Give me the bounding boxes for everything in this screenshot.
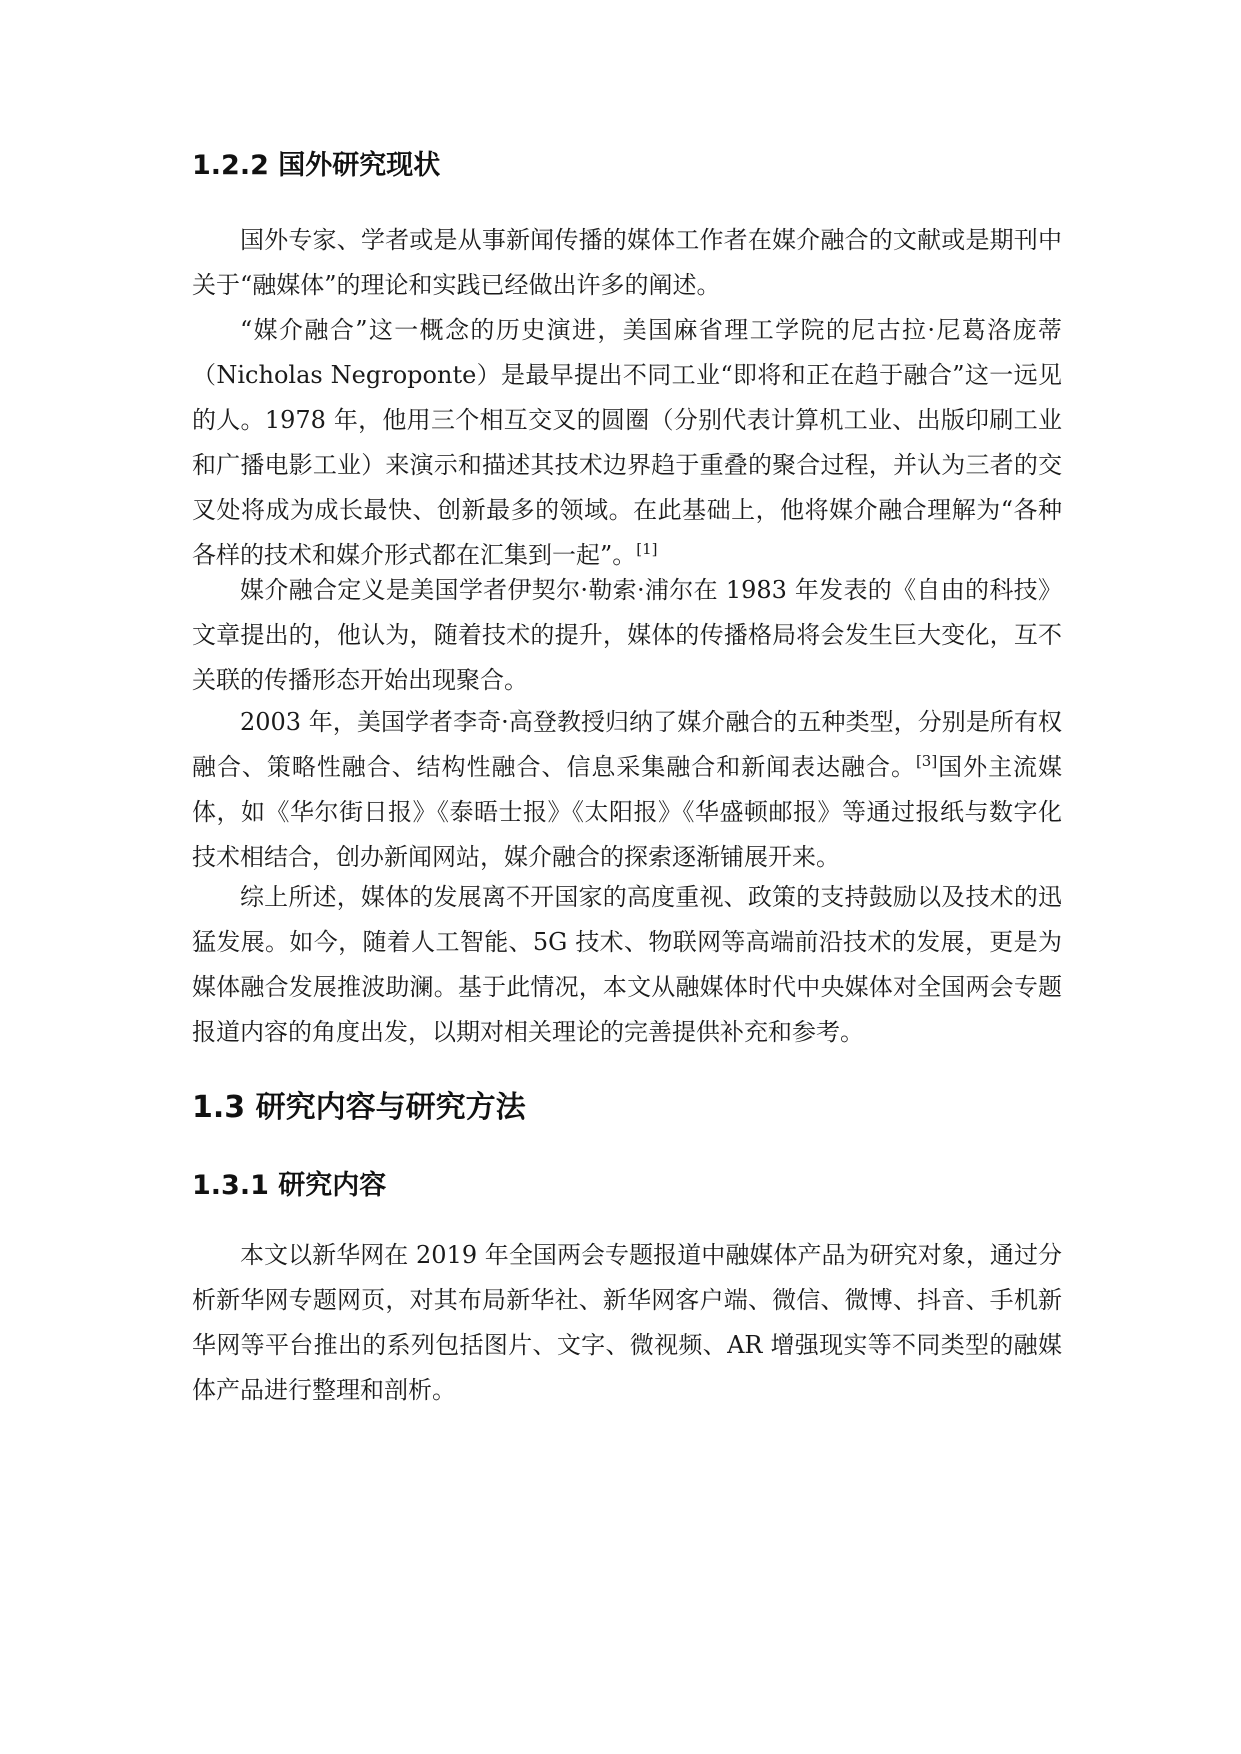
citation-1: [1]: [636, 540, 658, 558]
paragraph-4-text-before: 2003 年，美国学者李奇·高登教授归纳了媒介融合的五种类型，分别是所有权融合、策略性融合、结构性融合、信息采集融合和新闻表达融合。: [192, 708, 1062, 781]
section-heading-1-3: 1.3 研究内容与研究方法: [192, 1090, 526, 1125]
paragraph-2: [192, 308, 1062, 578]
section-heading-1-3-1: 1.3.1 研究内容: [192, 1170, 387, 1201]
paragraph-5: 综上所述，媒体的发展离不开国家的高度重视、政策的支持鼓励以及技术的迅猛发展。如今，随着人工智能、5G 技术、物联网等高端前沿技术的发展，更是为媒体融合发展推波助澜。基于此情况，本文从融媒体时代中央媒体对全国两会专题报道内容的角度出发，以期对相关理论的完善提供补充和参考。: [192, 883, 1062, 1046]
paragraph-2-text: “媒介融合”这一概念的历史演进，美国麻省理工学院的尼古拉·尼葛洛庞蒂（Nicholas Negroponte）是最早提出不同工业“即将和正在趋于融合”这一远见的人。1978 年，他用三个相互交叉的圆圈（分别代表计算机工业、出版印刷工业和广播电影工业）来演示和描述其技术边界趋于重叠的聚合过程，并认为三者的交叉处将成为成长最快、创新最多的领域。在此基础上，他将媒介融合理解为“各种各样的技术和媒介形式都在汇集到一起”。: [192, 316, 1062, 569]
paragraph-6: 本文以新华网在 2019 年全国两会专题报道中融媒体产品为研究对象，通过分析新华网专题网页，对其布局新华社、新华网客户端、微信、微博、抖音、手机新华网等平台推出的系列包括图片、文字、微视频、AR 增强现实等不同类型的融媒体产品进行整理和剖析。: [192, 1241, 1062, 1404]
paragraph-1: 国外专家、学者或是从事新闻传播的媒体工作者在媒介融合的文献或是期刊中关于“融媒体”的理论和实践已经做出许多的阐述。: [192, 226, 1062, 299]
paragraph-4-text-after: 国外主流媒体，如《华尔街日报》《泰晤士报》《太阳报》《华盛顿邮报》等通过报纸与数字化技术相结合，创办新闻网站，媒介融合的探索逐渐铺展开来。: [192, 753, 1063, 871]
section-heading-1-2-2: 1.2.2 国外研究现状: [192, 150, 441, 181]
paragraph-3: 媒介融合定义是美国学者伊契尔·勒索·浦尔在 1983 年发表的《自由的科技》文章提出的，他认为，随着技术的提升，媒体的传播格局将会发生巨大变化，互不关联的传播形态开始出现聚合。: [192, 576, 1062, 694]
citation-3: [3]: [915, 752, 938, 770]
paragraph-4: [192, 700, 1062, 880]
